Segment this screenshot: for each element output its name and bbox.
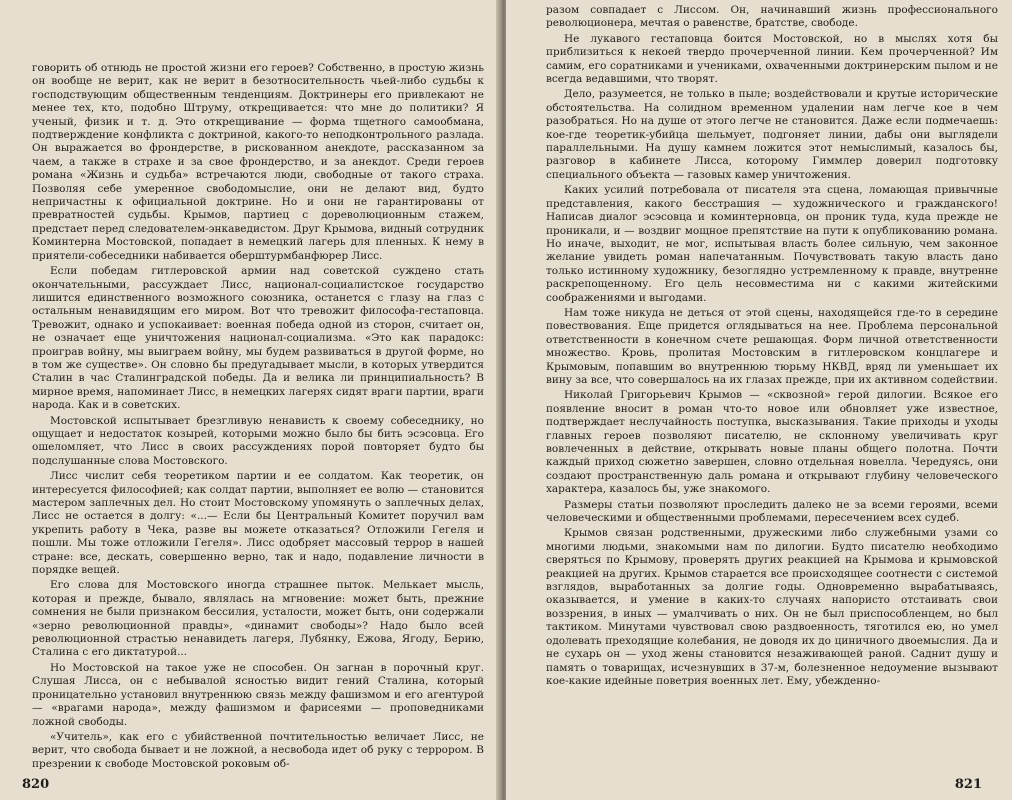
right-text-column [546, 4, 998, 688]
paragraph: Не лукавого гестаповца боится Мостовской, но в мыслях хотя бы приблизиться к некоей твердо прочерченной линии. Кем прочерченной? Им самим, его соратниками и учениками, охваченными доктринерским пылом и не всегда ведавшими, что творят. [546, 32, 998, 86]
paragraph: разом совпадает с Лиссом. Он, начинавший жизнь профессионального революционера, мечтая о равенстве, братстве, свободе. [546, 4, 998, 30]
paragraph: Каких усилий потребовала от писателя эта сцена, ломающая привычные представления, какого бесстрашия — художнического и гражданского! Написав диалог эсэсовца и коминтерновца, он проник туда, куда прежде не проникали, и — воздвиг мощное препятствие на пути к опубликованию романа. Но иначе, выходит, не мог, испытывая власть более сильную, чем законное желание увидеть роман напечатанным. Почувствовать такую власть дано только истинному художнику, безоглядно устремленному к правде, внутренне раскрепощенному. Его цель несовместима ни с какими житейскими соображениями и выгодами. [546, 184, 998, 304]
paragraph: Лисс числит себя теоретиком партии и ее солдатом. Как теоретик, он интересуется философией; как солдат партии, выполняет ее волю — становится мастером заплечных дел. Но стоит Мостовскому упомянуть о заплечных делах, Лисс не остается в долгу: «...— Если бы Центральный Комитет поручил вам укрепить работу в Чека, разве вы можете отказаться? Отложили Гегеля и пошли. Мы тоже отложили Гегеля». Лисс одобряет массовый террор в нашей стране: все, дескать, совершенно верно, так и надо, подавление личности в порядке вещей. [32, 470, 484, 577]
right-page [506, 0, 1012, 800]
paragraph: Нам тоже никуда не деться от этой сцены, находящейся где-то в середине повествования. Еще придется оглядываться на нее. Проблема персональной ответственности в конечном счете решающая. Форм личной ответственности множество. Кровь, пролитая Мостовским в гитлеровском концлагере и Крымовым, попавшим во внутреннюю тюрьму НКВД, вряд ли уменьшает их вину за все, что совершалось на их глазах прежде, при их активном содействии. [546, 306, 998, 386]
paragraph: Мостовской испытывает брезгливую ненависть к своему собеседнику, но ощущает и недостаток козырей, которыми можно было бы бить эсэсовца. Его ошеломляет, что Лисс в своих рассуждениях порой повторяет будто бы подслушанные слова Мостовского. [32, 414, 484, 467]
left-text-column [32, 62, 484, 771]
page-number-left: 820 [22, 777, 50, 792]
paragraph: «Учитель», как его с убийственной почтительностью величает Лисс, не верит, что свобода бывает и не ложной, а несвобода идет об руку с террором. В презрении к свободе Мостовской роковым об- [32, 730, 484, 770]
paragraph: Николай Григорьевич Крымов — «сквозной» герой дилогии. Всякое его появление вносит в роман что-то новое или обновляет уже известное, подтверждает неслучайность поступка, высказывания. Такие приходы и уходы главных героев позволяют писателю, не склонному увеличивать круг вовлеченных в действие, открывать новые планы общего полотна. Почти каждый приход сюжетно завершен, словно отдельная новелла. Чередуясь, они создают пространственную даль романа и открывают глубину человеческого характера, казалось бы, уже знакомого. [546, 389, 998, 496]
paragraph: Размеры статьи позволяют проследить далеко не за всеми героями, всеми человеческими и общественными проблемами, пересечением всех судеб. [546, 498, 998, 525]
paragraph: Дело, разумеется, не только в пыле; воздействовали и крутые исторические обстоятельства. На солидном временном удалении нам легче кое в чем разобраться. Но на душе от этого легче не становится. Даже если подмечаешь: кое-где теоретик-убийца шельмует, подгоняет линии, дабы они выглядели параллельными. На душу камнем ложится этот немыслимый, казалось бы, разговор в кабинете Лисса, которому Гиммлер доверил подготовку специального объекта — газовых камер уничтожения. [546, 88, 998, 181]
left-page [0, 0, 500, 800]
paragraph: Если победам гитлеровской армии над советской суждено стать окончательными, рассуждает Лисс, национал-социалистское государство лишится единственного возможного союзника, останется с глазу на глаз с остальным ненавидящим его миром. Вот что тревожит философа-гестаповца. Тревожит, однако и успокаивает: военная победа одной из сторон, считает он, не означает еще уничтожения национал-социализма. «Это как парадокс: проиграв войну, мы выиграем войну, мы будем развиваться в другой форме, но в том же существе». Он словно бы предугадывает мысли, в которых утвердится Сталин в час Сталинградской победы. Да и велика ли принципиальность? В мирное время, напоминает Лисс, в немецких лагерях сидят враги партии, враги народа. Как и в советских. [32, 265, 484, 412]
page-number-right: 821 [954, 777, 982, 792]
paragraph: говорить об отнюдь не простой жизни его героев? Собственно, в простую жизнь он вообще не верит, как не верит в безотносительность чьей-либо судьбы к господствующим общественным тенденциям. Доктринеры его привлекают не менее тех, кто, подобно Штруму, открещивается: что мне до политики? Я ученый, физик и т. д. Это открещивание — форма тщетного самообмана, подтверждение конфликта с доктриной, какого-то неподконтрольного разлада. Он выражается во фрондерстве, в рискованном анекдоте, рассказанном за чаем, а также в страхе и за свое фрондерство, и за анекдот. Среди героев романа «Жизнь и судьба» встречаются люди, свободные от такого страха. Позволяя себе умеренное свободомыслие, они не делают вид, будто непричастны к официальной доктрине. Но и они не гарантированы от превратностей судьбы. Крымов, партиец с дореволюционным стажем, предстает перед следователем-энкаведистом. Друг Крымова, видный сотрудник Коминтерна Мостовской, попадает в немецкий лагерь для пленных. К нему в приятели-собеседники набивается оберштурмбанфюрер Лисс. [32, 62, 484, 262]
paragraph: Но Мостовской на такое уже не способен. Он загнан в порочный круг. Слушая Лисса, он с небывалой ясностью видит гений Сталина, который проницательно установил внутреннюю связь между фашизмом и его агентурой — «врагами народа», между фашизмом и фарисеями — проповедниками ложной свободы. [32, 661, 484, 728]
paragraph: Крымов связан родственными, дружескими либо служебными узами со многими людьми, знакомыми нам по дилогии. Будто писателю необходимо сверяться по Крымову, проверять других реакцией на Крымова и крымовской реакцией на других. Крымов старается все происходящее соотнести с системой взглядов, выработанных за долгие годы. Одновременно вырабатываясь, оказывается, и умение в каких-то случаях напористо отстаивать свои воззрения, в иных — умалчивать о них. Он не был приспособленцем, но был тактиком. Минутами чувствовал свою раздвоенность, тяготился ею, но умел одолевать преходящие колебания, не доводя их до циничного двоемыслия. Да и не сухарь он — уход жены становится незаживающей раной. Саднит душу и память о товарищах, исчезнувших в 37-м, болезненное недоумение вызывают кое-какие идейные поветрия военных лет. Ему, убежденно- [546, 527, 998, 687]
paragraph: Его слова для Мостовского иногда страшнее пыток. Мелькает мысль, которая и прежде, бывало, являлась на мгновение: может быть, прежние сомнения не были признаком бессилия, усталости, может быть, они содержали «зерно революционной правды», «динамит свободы»? Надо было всей революционной страстью ненавидеть лагеря, Лубянку, Ежова, Ягоду, Берию, Сталина с его диктатурой... [32, 579, 484, 659]
